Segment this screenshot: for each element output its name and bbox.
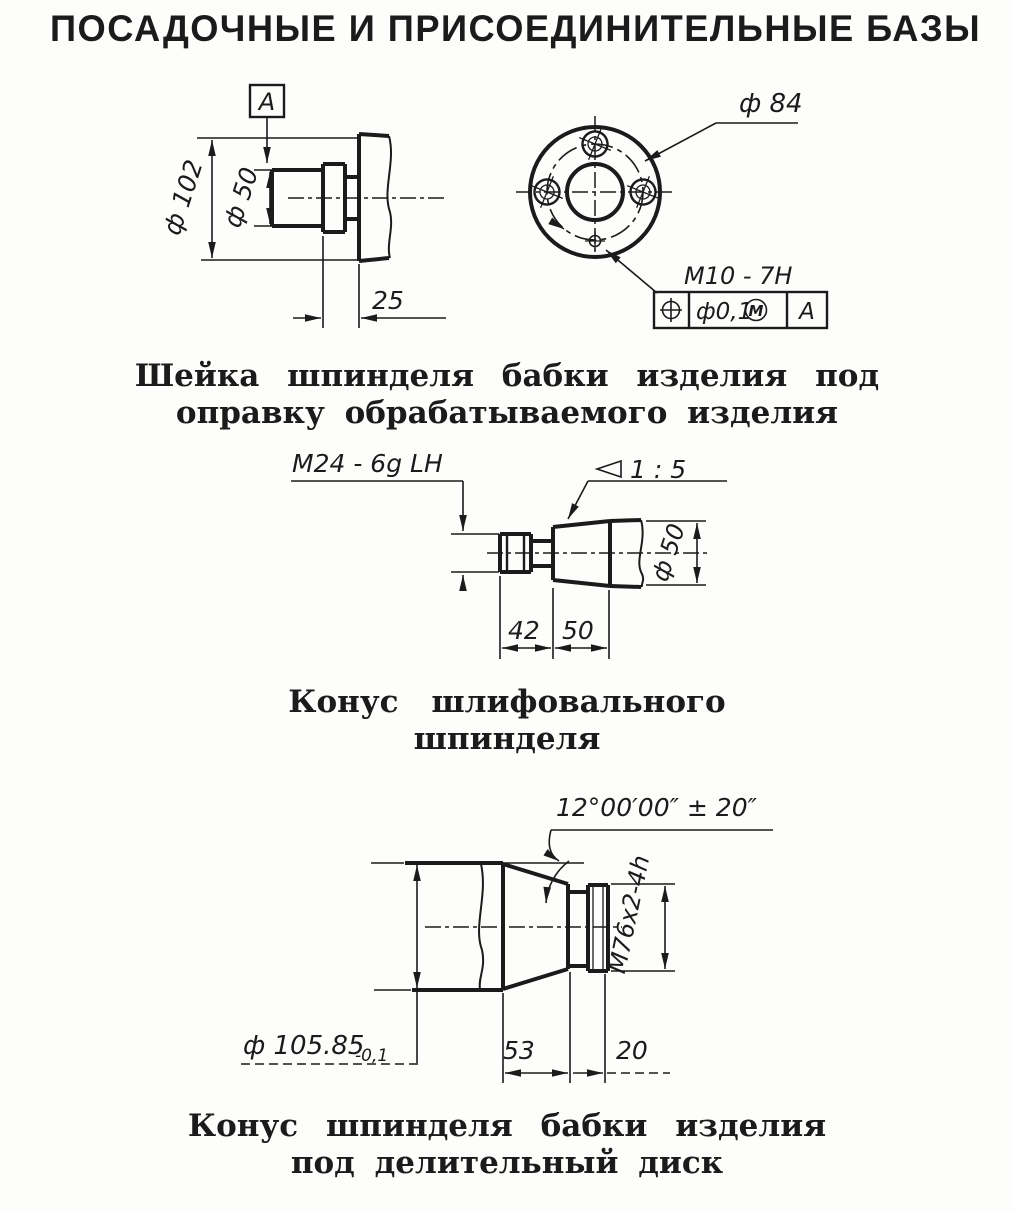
break-line — [387, 136, 391, 258]
fig3-dividing-disc-cone — [241, 793, 773, 1083]
page-title: ПОСАДОЧНЫЕ И ПРИСОЕДИНИТЕЛЬНЫЕ БАЗЫ — [50, 8, 982, 49]
dim-len25: 25 — [372, 286, 404, 315]
thread-callout-m24: M24 - 6g LH — [292, 449, 443, 478]
caption-line: шпинделя — [413, 721, 601, 757]
dim-dia105-tolerance: -0,1 — [355, 1046, 389, 1066]
thread-callout-m76: M76x2-4h — [603, 852, 656, 976]
position-tolerance-icon — [660, 298, 682, 322]
fig1-flange-front-view — [516, 89, 827, 328]
caption-grinding-cone — [0, 684, 1014, 758]
datum-label: A — [258, 88, 276, 116]
dim-cone-angle: 12°00′00″ ± 20″ — [556, 793, 757, 822]
dim-len20: 20 — [616, 1036, 648, 1065]
caption-line: оправку обрабатываемого изделия — [175, 395, 839, 431]
taper-label: 1 : 5 — [630, 455, 687, 484]
dim-len50: 50 — [562, 616, 594, 645]
thread-callout-m10: M10 - 7H — [684, 262, 793, 290]
tapped-hole-m10 — [585, 231, 605, 251]
dim-dia105: ф 105.85 — [243, 1031, 365, 1061]
dim-len42: 42 — [508, 616, 540, 645]
dim-dia84: ф 84 — [739, 89, 803, 119]
dim-dia50: ф 50 — [217, 163, 265, 231]
dim-dia50: ф 50 — [646, 520, 691, 585]
fcf-modifier-letter: M — [748, 302, 764, 320]
caption-spindle-neck — [0, 358, 1014, 432]
dim-dia102: ф 102 — [157, 156, 209, 239]
caption-line: под делительный диск — [290, 1145, 724, 1181]
dim-len53: 53 — [503, 1036, 535, 1065]
caption-line: Шейка шпинделя бабки изделия под — [134, 358, 880, 394]
fig2-grinding-spindle-cone — [291, 449, 727, 659]
fcf-datum-letter: A — [799, 299, 815, 325]
feature-control-frame — [654, 292, 827, 328]
fcf-tolerance-value: ф0,1 — [696, 299, 753, 325]
fcf-leader — [606, 250, 657, 293]
caption-dividing-disc-cone — [0, 1108, 1014, 1182]
caption-line: Конус шпинделя бабки изделия — [187, 1108, 827, 1144]
caption-line: Конус шлифовального — [288, 684, 726, 720]
bolt-circle-arrow — [553, 220, 564, 229]
taper-icon — [597, 461, 621, 477]
fig1-spindle-neck-side-view — [157, 85, 448, 328]
